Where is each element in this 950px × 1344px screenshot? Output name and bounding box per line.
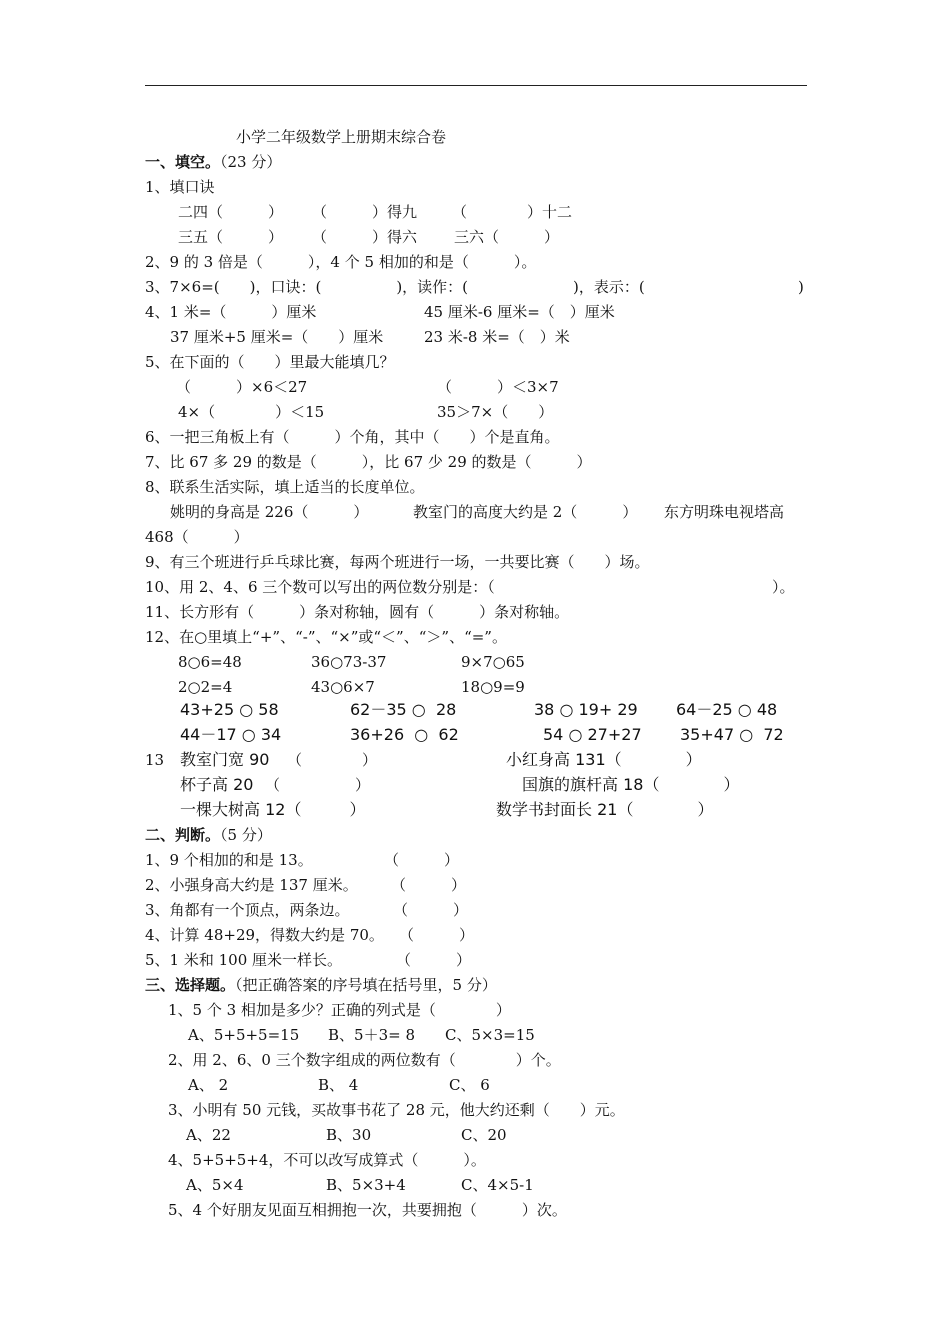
q12-r2-a: 2○2=4 (178, 678, 233, 696)
judge-item-2: 2、小强身高大约是 137 厘米。 (145, 876, 358, 894)
q12-r3-c: 38 ○ 19+ 29 (534, 700, 638, 719)
choice-q2-opt-c: C、 6 (449, 1076, 490, 1094)
q4-r1-a: 4、1 米=（ ）厘米 (145, 303, 317, 321)
q5-r1-b: （ ）＜3×7 (437, 378, 559, 396)
page-title: 小学二年级数学上册期末综合卷 (236, 128, 447, 146)
choice-q2-opt-b: B、 4 (318, 1076, 359, 1094)
choice-q2-opt-a: A、 2 (188, 1076, 229, 1094)
judge-item-2-paren: （ ） (391, 876, 467, 894)
q12-r4-c: 54 ○ 27+27 (543, 725, 642, 744)
q13-r2-a: 杯子高 20 (180, 775, 254, 794)
q12-r2-c: 18○9=9 (461, 678, 525, 696)
section1-heading (145, 152, 281, 172)
judge-item-3-paren: （ ） (393, 901, 469, 919)
q8-label: 8、联系生活实际，填上适当的长度单位。 (145, 478, 425, 496)
q7: 7、比 67 多 29 的数是（ ），比 67 少 29 的数是（ ） (145, 453, 592, 471)
choice-q1-opt-b: B、5＋3= 8 (328, 1026, 415, 1044)
judge-item-4: 4、计算 48+29，得数大约是 70。 (145, 926, 384, 944)
section1-points: （23 分） (220, 153, 282, 171)
q13-r1-b: （ ） (287, 751, 378, 769)
judge-item-5-paren: （ ） (396, 951, 472, 969)
q13-r2-b: （ ） (265, 776, 371, 794)
q8-line1-c: 东方明珠电视塔高 (664, 503, 785, 521)
q2: 2、9 的 3 倍是（ ），4 个 5 相加的和是（ ）。 (145, 253, 537, 271)
q1-r1-a: 二四（ ） (178, 203, 284, 221)
section3-heading (145, 975, 497, 995)
q4-r1-b: 45 厘米-6 厘米=（ ）厘米 (424, 303, 615, 321)
q12-r1-b: 36○73-37 (311, 653, 387, 671)
q5-label: 5、在下面的（ ）里最大能填几？ (145, 353, 395, 371)
q13-r2-c: 国旗的旗杆高 18（ ） (522, 775, 740, 794)
q8-line2: 468（ ） (145, 528, 249, 546)
choice-q3-opt-b: B、30 (326, 1126, 372, 1144)
choice-q4-opt-c: C、4×5-1 (461, 1176, 534, 1194)
choice-q1-stem: 1、5 个 3 相加是多少？正确的列式是（ ） (168, 1001, 511, 1019)
header-rule (145, 85, 807, 86)
q8-line1-a: 姚明的身高是 226（ ） (170, 503, 369, 521)
q13-r3-b: 数学书封面长 21（ ） (496, 800, 714, 819)
section2-points: （5 分） (220, 826, 272, 844)
q8-line1-b: 教室门的高度大约是 2（ ） (413, 503, 638, 521)
q1-r2-c: 三六（ ） (454, 228, 560, 246)
q13-num: 13 (145, 751, 165, 769)
choice-q5-stem: 5、4 个好朋友见面互相拥抱一次，共要拥抱（ ）次。 (168, 1201, 567, 1219)
q11: 11、长方形有（ ）条对称轴，圆有（ ）条对称轴。 (145, 603, 570, 621)
section3-note: （把正确答案的序号填在括号里，5 分） (235, 976, 497, 994)
section1-heading-text: 一、填空。 (145, 153, 221, 171)
q12-label: 12、在○里填上“+”、“-”、“×”或“＜”、“＞”、“=”。 (145, 628, 507, 646)
judge-item-1: 1、9 个相加的和是 13。 (145, 851, 313, 869)
q1-r1-b: （ ）得九 (312, 203, 418, 221)
q12-r3-b: 62－35 ○ 28 (350, 700, 457, 719)
q1-r2-b: （ ）得六 (312, 228, 418, 246)
q12-r4-b: 36+26 ○ 62 (350, 725, 459, 744)
q5-r1-a: （ ）×6＜27 (176, 378, 308, 396)
section3-heading-text: 三、选择题。 (145, 976, 236, 994)
judge-item-4-paren: （ ） (399, 926, 475, 944)
q1-label: 1、填口诀 (145, 178, 215, 196)
q12-r3-a: 43+25 ○ 58 (180, 700, 279, 719)
q12-r4-d: 35+47 ○ 72 (680, 725, 784, 744)
q4-r2-b: 23 米-8 米=（ ）米 (424, 328, 570, 346)
q3: 3、7×6=( )，口诀：( )，读作：( )，表示：( (145, 278, 645, 296)
q1-r1-c: （ ）十二 (452, 203, 573, 221)
judge-item-5: 5、1 米和 100 厘米一样长。 (145, 951, 343, 969)
q5-r2-b: 35＞7×（ ） (437, 403, 554, 421)
q13-r1-a: 教室门宽 90 (180, 750, 270, 769)
choice-q1-opt-a: A、5+5+5=15 (188, 1026, 300, 1044)
q10: 10、用 2、4、6 三个数可以写出的两位数分别是：（ (145, 578, 495, 596)
q5-r2-a: 4×（ ）＜15 (178, 403, 325, 421)
q13-r1-c: 小红身高 131（ ） (506, 750, 702, 769)
section2-heading-text: 二、判断。 (145, 826, 221, 844)
q4-r2-a: 37 厘米+5 厘米=（ ）厘米 (170, 328, 384, 346)
q10-close: ）。 (772, 578, 795, 596)
q12-r3-d: 64－25 ○ 48 (676, 700, 778, 719)
q3-close: ) (798, 278, 804, 296)
q1-r2-a: 三五（ ） (178, 228, 284, 246)
judge-item-3: 3、角都有一个顶点，两条边。 (145, 901, 350, 919)
choice-q3-stem: 3、小明有 50 元钱，买故事书花了 28 元，他大约还剩（ ）元。 (168, 1101, 625, 1119)
section2-heading (145, 825, 272, 845)
q12-r1-a: 8○6=48 (178, 653, 242, 671)
q6: 6、一把三角板上有（ ）个角，其中（ ）个是直角。 (145, 428, 560, 446)
choice-q3-opt-c: C、20 (461, 1126, 507, 1144)
q13-r3-a: 一棵大树高 12（ ） (180, 800, 366, 819)
choice-q1-opt-c: C、5×3=15 (445, 1026, 535, 1044)
q9: 9、有三个班进行乒乓球比赛，每两个班进行一场，一共要比赛（ ）场。 (145, 553, 650, 571)
choice-q4-opt-b: B、5×3+4 (326, 1176, 406, 1194)
q12-r4-a: 44－17 ○ 34 (180, 725, 282, 744)
choice-q3-opt-a: A、22 (186, 1126, 231, 1144)
choice-q4-opt-a: A、5×4 (186, 1176, 244, 1194)
q12-r1-c: 9×7○65 (461, 653, 525, 671)
choice-q4-stem: 4、5+5+5+4，不可以改写成算式（ ）。 (168, 1151, 486, 1169)
judge-item-1-paren: （ ） (384, 851, 460, 869)
q12-r2-b: 43○6×7 (311, 678, 375, 696)
choice-q2-stem: 2、用 2、6、0 三个数字组成的两位数有（ ）个。 (168, 1051, 561, 1069)
